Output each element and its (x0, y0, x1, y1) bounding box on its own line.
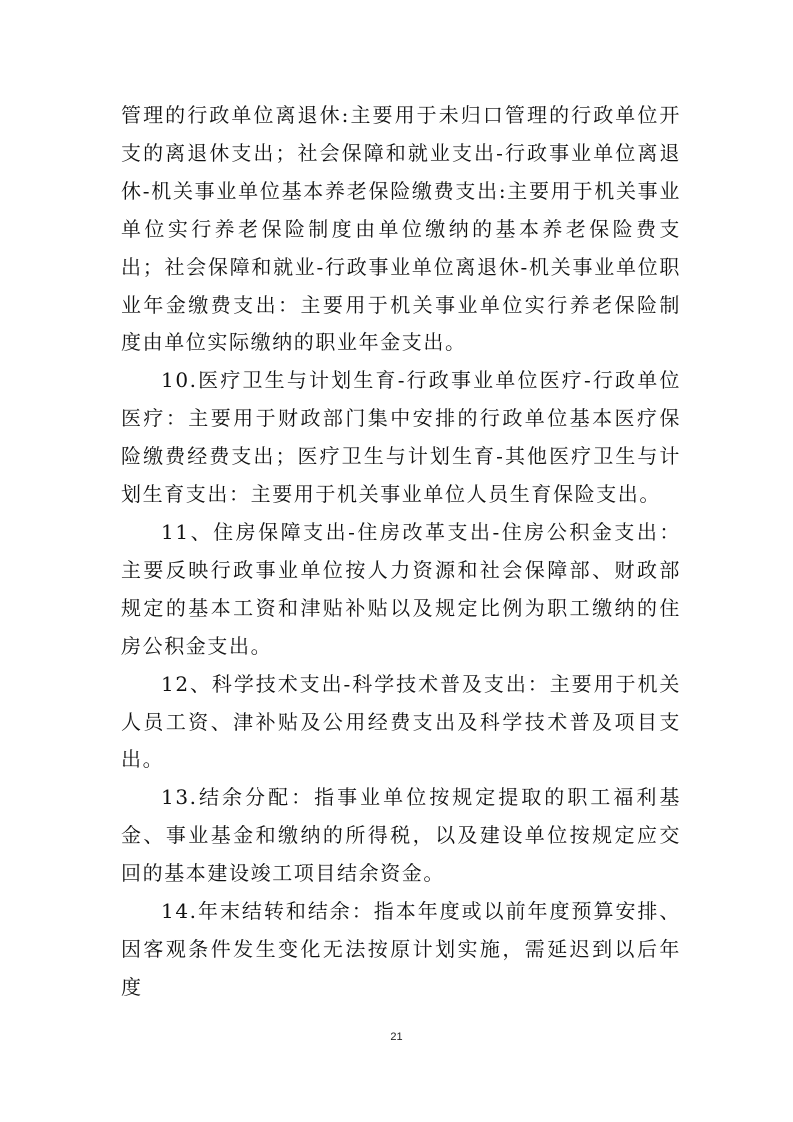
page-number: 21 (390, 1031, 403, 1043)
paragraph-item-13-surplus: 13.结余分配：指事业单位按规定提取的职工福利基金、事业基金和缴纳的所得税，以及建设单位按规定应交回的基本建设竣工项目结余资金。 (121, 785, 681, 886)
paragraph-retirement-continued: 管理的行政单位离退休:主要用于未归口管理的行政单位开支的离退休支出；社会保障和就业支出-行政事业单位离退休-机关事业单位基本养老保险缴费支出:主要用于机关事业单位实行养老保险制度由单位缴纳的基本养老保险费支出；社会保障和就业-行政事业单位离退休-机关事业单位职业年金缴费支出：主要用于机关事业单位实行养老保险制度由单位实际缴纳的职业年金支出。 (121, 103, 681, 355)
paragraph-item-14-carryover: 14.年末结转和结余：指本年度或以前年度预算安排、因客观条件发生变化无法按原计划实施，需延迟到以后年度 (121, 899, 681, 999)
paragraph-item-11-housing: 11、住房保障支出-住房改革支出-住房公积金支出：主要反映行政事业单位按人力资源和社会保障部、财政部规定的基本工资和津贴补贴以及规定比例为职工缴纳的住房公积金支出。 (121, 519, 681, 658)
body-text (121, 97, 681, 1007)
paragraph-item-12-science: 12、科学技术支出-科学技术普及支出：主要用于机关人员工资、津补贴及公用经费支出及科学技术普及项目支出。 (121, 671, 681, 772)
paragraph-item-10-medical: 10.医疗卫生与计划生育-行政事业单位医疗-行政单位医疗：主要用于财政部门集中安排的行政单位基本医疗保险缴费经费支出；医疗卫生与计划生育-其他医疗卫生与计划生育支出：主要用于机关事业单位人员生育保险支出。 (121, 368, 681, 507)
